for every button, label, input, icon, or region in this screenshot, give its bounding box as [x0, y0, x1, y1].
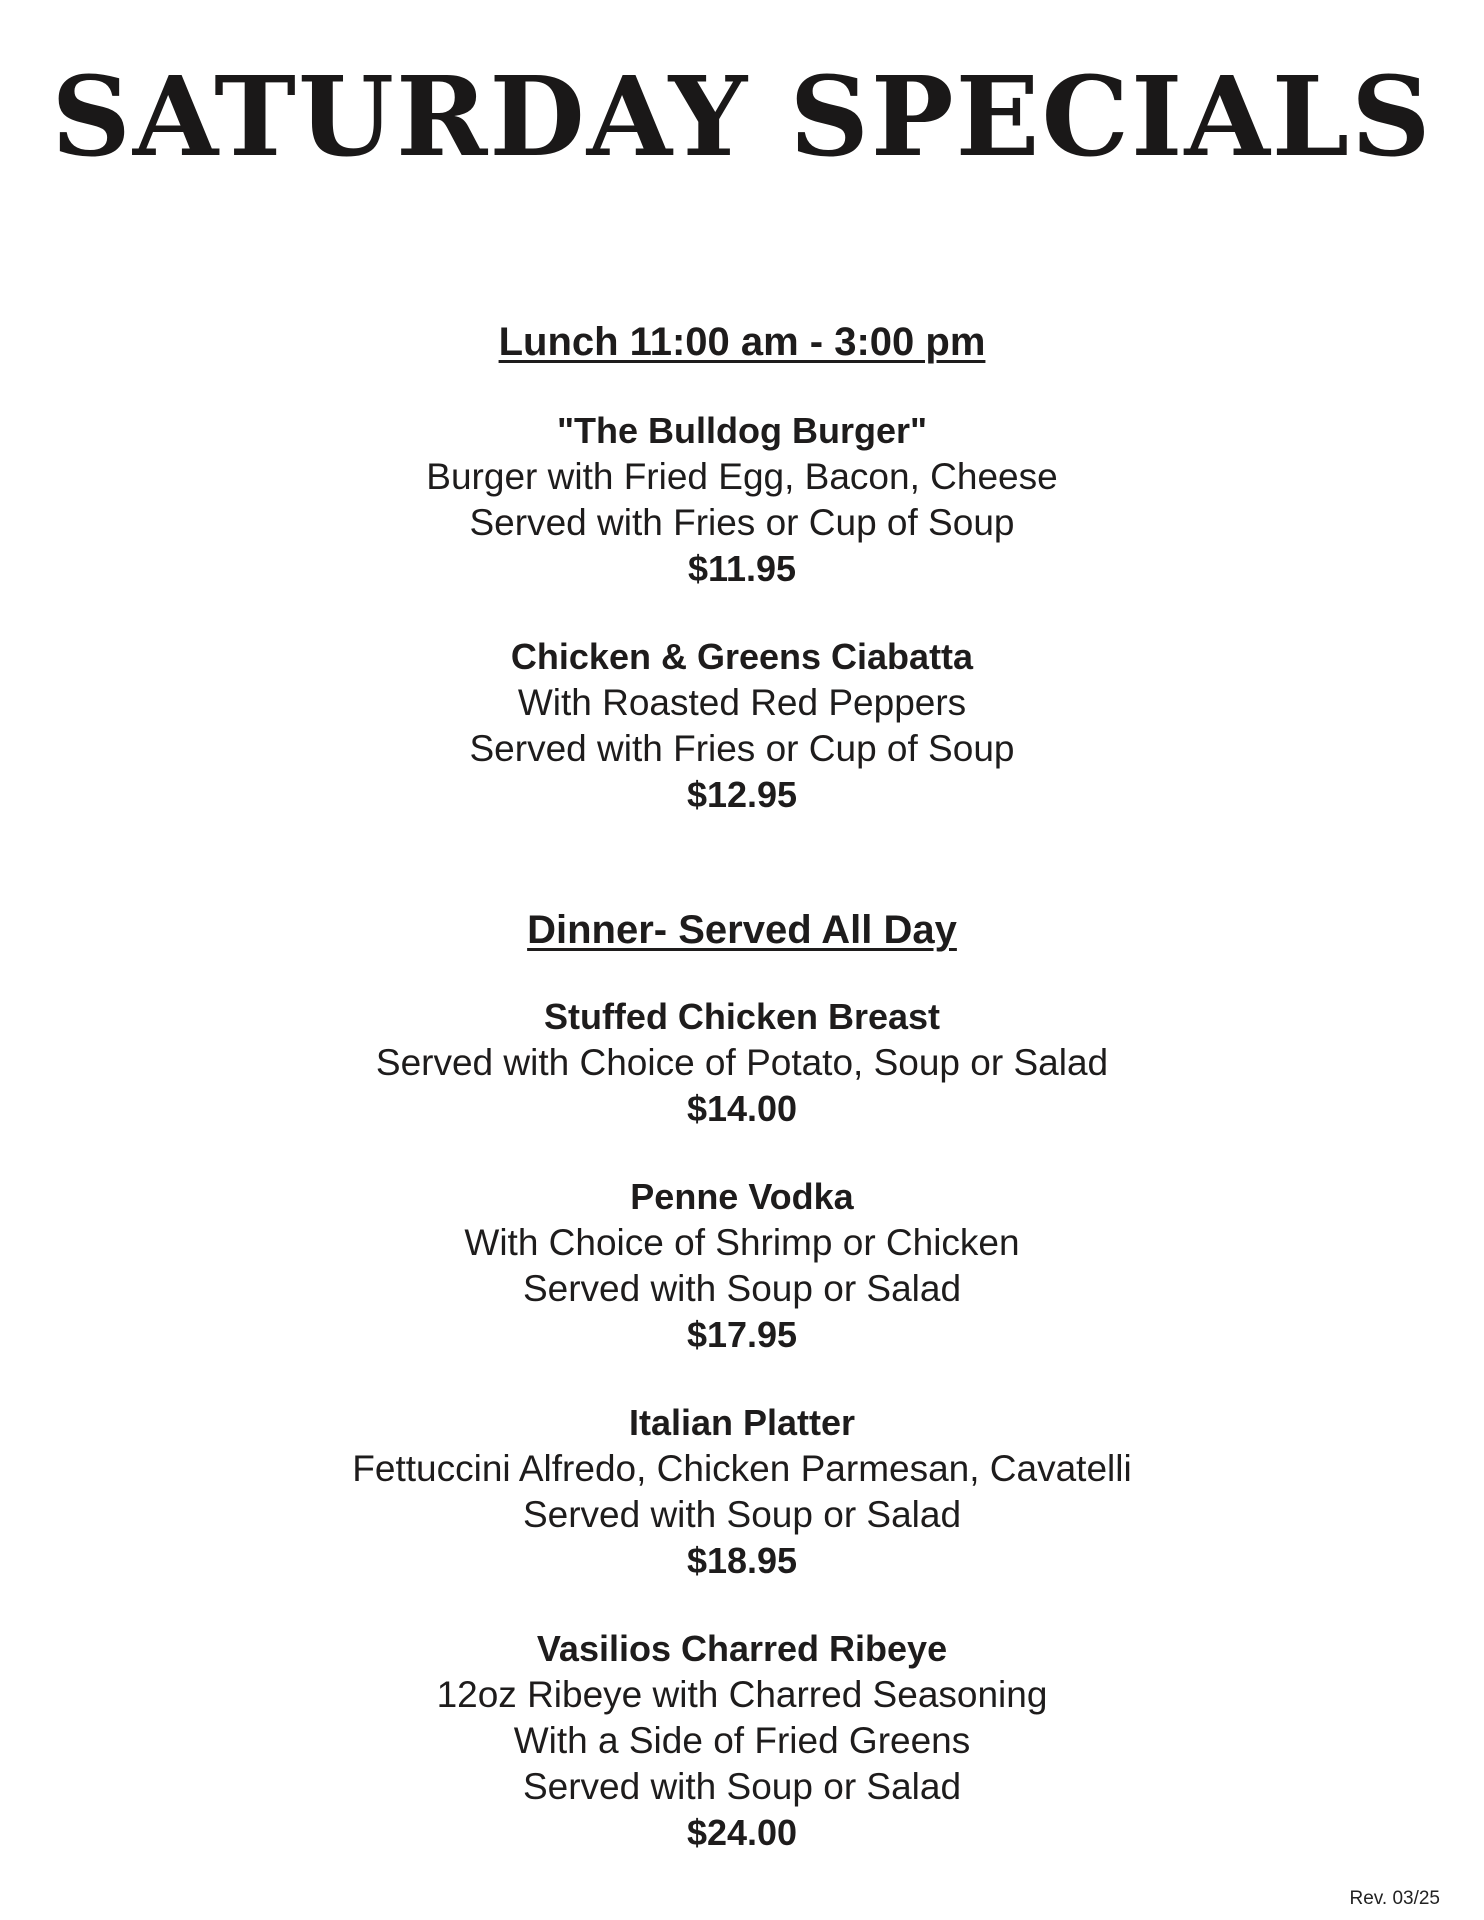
item-name: Stuffed Chicken Breast [543, 996, 941, 1037]
item-price: $11.95 [687, 548, 797, 589]
item-name: Chicken & Greens Ciabatta [510, 636, 974, 677]
lunch-section [0, 318, 1484, 818]
dinner-section [0, 906, 1484, 1856]
menu-item-italian-platter [0, 1400, 1484, 1584]
item-description: Served with Soup or Salad [522, 1494, 962, 1535]
item-description: With Roasted Red Peppers [517, 682, 967, 723]
dinner-heading: Dinner- Served All Day [527, 908, 957, 952]
menu-item-stuffed-chicken-breast [0, 994, 1484, 1132]
item-description: 12oz Ribeye with Charred Seasoning [436, 1674, 1048, 1715]
menu-item-chicken-greens-ciabatta [0, 634, 1484, 818]
item-description: With a Side of Fried Greens [513, 1720, 971, 1761]
page-title: SATURDAY SPECIALS [51, 52, 1433, 181]
item-description: Served with Fries or Cup of Soup [469, 728, 1015, 769]
item-price: $14.00 [686, 1088, 798, 1129]
item-description: Burger with Fried Egg, Bacon, Cheese [426, 456, 1058, 497]
item-description: Served with Soup or Salad [522, 1268, 962, 1309]
item-name: Vasilios Charred Ribeye [536, 1628, 948, 1669]
item-name: Italian Platter [628, 1402, 856, 1443]
item-description: Served with Soup or Salad [522, 1766, 962, 1807]
menu-item-bulldog-burger [0, 408, 1484, 592]
menu-item-vasilios-charred-ribeye [0, 1626, 1484, 1856]
item-description: Served with Fries or Cup of Soup [469, 502, 1015, 543]
lunch-heading: Lunch 11:00 am - 3:00 pm [498, 320, 986, 364]
item-description: Served with Choice of Potato, Soup or Salad [375, 1042, 1109, 1083]
item-description: Fettuccini Alfredo, Chicken Parmesan, Cavatelli [352, 1448, 1132, 1489]
item-name: "The Bulldog Burger" [556, 410, 928, 451]
item-price: $17.95 [686, 1314, 798, 1355]
revision-note: Rev. 03/25 [1349, 1888, 1440, 1909]
item-name: Penne Vodka [630, 1176, 854, 1217]
item-price: $24.00 [686, 1812, 798, 1853]
item-price: $12.95 [686, 774, 798, 815]
item-description: With Choice of Shrimp or Chicken [464, 1222, 1020, 1263]
item-price: $18.95 [686, 1540, 798, 1581]
menu-item-penne-vodka [0, 1174, 1484, 1358]
